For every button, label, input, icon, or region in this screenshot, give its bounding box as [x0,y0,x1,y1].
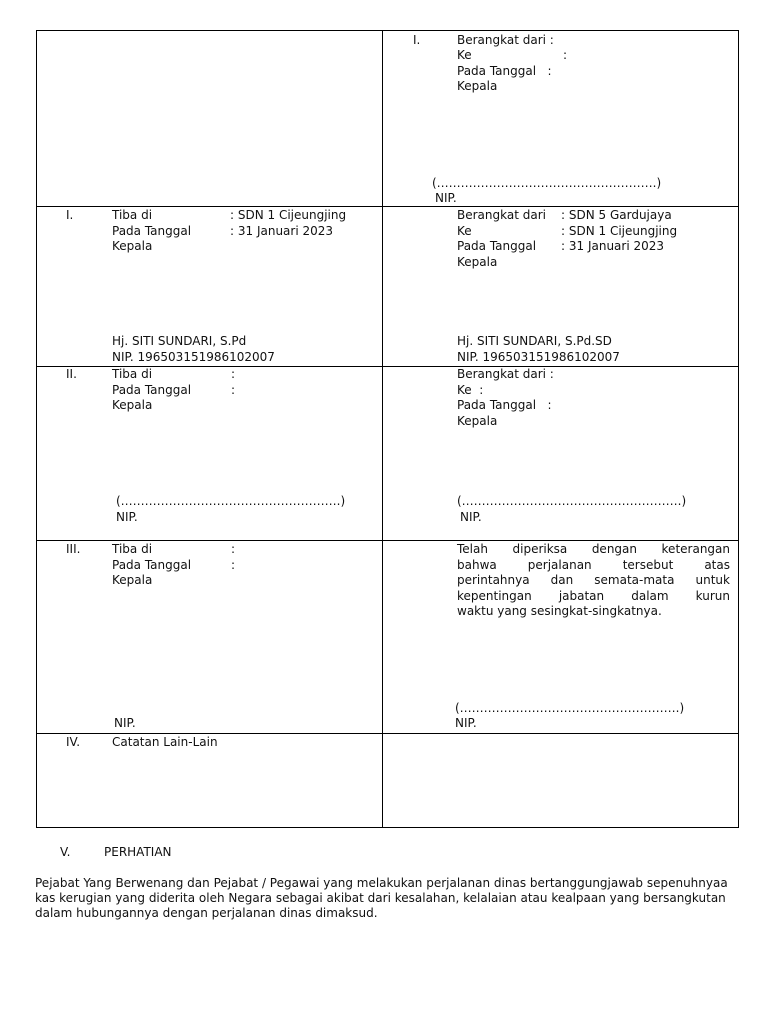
row3-signature-dots: (……………………………………………….) [116,494,346,508]
row4r-nip: NIP. [455,716,477,730]
row3r-nip: NIP. [460,510,482,524]
row3-date-colon: : [231,383,236,397]
row3r-date-label: Pada Tanggal : [457,398,552,412]
row4-date-colon: : [231,558,236,572]
row2r-date-label: Pada Tanggal [457,239,537,253]
row2-signer-name: Hj. SITI SUNDARI, S.Pd [112,334,247,348]
row4-arrival-label: Tiba di [112,542,153,556]
row2-date-label: Pada Tanggal [112,224,192,238]
row2r-departure-value: : SDN 5 Gardujaya [561,208,672,222]
row1-to-label: Ke [457,48,472,62]
row3-head-label: Kepala [112,398,153,412]
row5-notes-label: Catatan Lain-Lain [112,735,218,749]
row3r-signature-dots: (……………………………………………….) [457,494,687,508]
row4r-text-line-2: bahwa perjalanan tersebut atas [457,558,730,572]
row-divider-4 [36,733,739,734]
row4-head-label: Kepala [112,573,153,587]
row2r-departure-label: Berangkat dari [457,208,546,222]
row2-signer-nip: NIP. 196503151986102007 [112,350,275,364]
row2-date-value: : 31 Januari 2023 [230,224,334,238]
row3r-head-label: Kepala [457,414,498,428]
row1-to-colon: : [563,48,568,62]
row4r-text-line-1: Telah diperiksa dengan keterangan [457,542,730,556]
row4r-signature-dots: (……………………………………………….) [455,701,685,715]
row3-arrival-colon: : [231,367,236,381]
row3-date-label: Pada Tanggal [112,383,192,397]
row1-nip: NIP. [435,191,457,205]
row-divider-1 [36,206,739,207]
row3-arrival-label: Tiba di [112,367,153,381]
section-v-number: V. [60,845,71,859]
row4r-text-line-3: perintahnya dan semata-mata untuk [457,573,730,587]
row4-date-label: Pada Tanggal [112,558,192,572]
row2-arrival-label: Tiba di [112,208,153,222]
row2r-date-value: : 31 Januari 2023 [561,239,665,253]
column-divider [382,30,383,828]
row2-head-label: Kepala [112,239,153,253]
row2r-to-value: : SDN 1 Cijeungjing [561,224,678,238]
row4-nip: NIP. [114,716,136,730]
row1-date-label: Pada Tanggal : [457,64,552,78]
row2r-signer-name: Hj. SITI SUNDARI, S.Pd.SD [457,334,612,348]
row4-number: III. [66,542,81,556]
row4r-text-line-5: waktu yang sesingkat-singkatnya. [457,604,662,618]
row4-arrival-colon: : [231,542,236,556]
row2-number: I. [66,208,74,222]
row3r-to-label: Ke : [457,383,484,397]
row1-departure-label: Berangkat dari : [457,33,554,47]
row-divider-3 [36,540,739,541]
section-v-title: PERHATIAN [104,845,172,859]
row2-arrival-value: : SDN 1 Cijeungjing [230,208,347,222]
row1-head-label: Kepala [457,79,498,93]
row2r-head-label: Kepala [457,255,498,269]
row2r-signer-nip: NIP. 196503151986102007 [457,350,620,364]
row5-number: IV. [66,735,81,749]
section-v-paragraph: Pejabat Yang Berwenang dan Pejabat / Pegawai yang melakukan perjalanan dinas bertanggungjawab sepenuhnyaa kas kerugian yang diderita oleh Negara sebagai akibat dari kesalahan, kelalaian atau kealpaan yang bersangkutan dalam hubungannya dengan perjalanan dinas dimaksud. [35,876,728,920]
row1-number: I. [413,33,421,47]
row3-nip: NIP. [116,510,138,524]
row1-signature-dots: (……………………………………………….) [432,176,662,190]
row4r-text-line-4: kepentingan jabatan dalam kurun [457,589,730,603]
row3-number: II. [66,367,77,381]
row3r-departure-label: Berangkat dari : [457,367,554,381]
row2r-to-label: Ke [457,224,472,238]
